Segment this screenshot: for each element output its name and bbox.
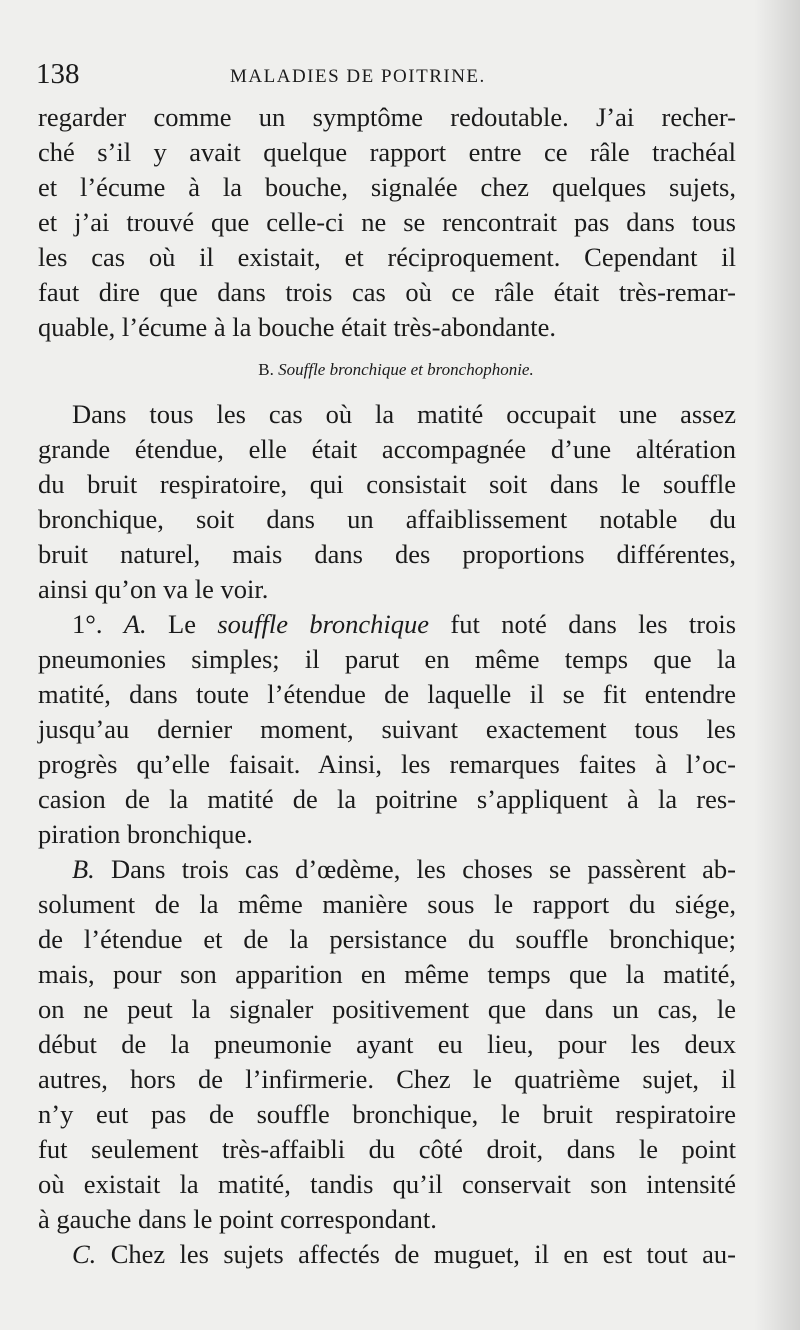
text-line: casion de la matité de la poitrine s’appliquent à la res- (38, 784, 736, 814)
text-line: bruit naturel, mais dans des proportions différentes, (38, 539, 736, 569)
text-line: matité, dans toute l’étendue de laquelle il se fit entendre (38, 679, 736, 709)
section-title: Souffle bronchique et bronchophonie. (278, 360, 534, 379)
text-line: les cas où il existait, et réciproquement. Cependant il (38, 242, 736, 272)
section-heading (38, 357, 736, 383)
text-fragment: Chez les sujets affectés de muguet, il en est tout au- (110, 1239, 736, 1269)
running-title: MALADIES DE POITRINE. (230, 66, 486, 87)
text-line (38, 607, 736, 642)
text-line: de l’étendue et de la persistance du souffle bronchique; (38, 924, 736, 954)
text-line: fut seulement très-affaibli du côté droit, dans le point (38, 1134, 736, 1164)
item-marker: 1°. (72, 609, 103, 639)
text-line: ainsi qu’on va le voir. (38, 574, 269, 604)
italic-term: souffle bronchique (217, 609, 430, 639)
text-line: début de la pneumonie ayant eu lieu, pour les deux (38, 1029, 736, 1059)
text-line: bronchique, soit dans un affaiblissement notable du (38, 504, 736, 534)
text-line: grande étendue, elle était accompagnée d’une altération (38, 434, 736, 464)
text-fragment: Le (168, 609, 196, 639)
item-letter: A. (123, 609, 147, 639)
section-label: B. (258, 360, 274, 379)
paragraph-5 (38, 1237, 736, 1272)
text-line: n’y eut pas de souffle bronchique, le bruit respiratoire (38, 1099, 736, 1129)
text-line: solument de la même manière sous le rapport du siége, (38, 889, 736, 919)
text-line: et j’ai trouvé que celle-ci ne se rencontrait pas dans tous (38, 207, 736, 237)
text-line: piration bronchique. (38, 819, 253, 849)
text-line: Dans tous les cas où la matité occupait une assez (72, 399, 736, 429)
text-fragment: Dans trois cas d’œdème, les choses se passèrent ab- (111, 854, 736, 884)
body-text (38, 100, 736, 1272)
text-line: regarder comme un symptôme redoutable. J’ai recher- (38, 102, 736, 132)
text-line: jusqu’au dernier moment, suivant exactement tous les (38, 714, 736, 744)
running-head (36, 58, 736, 98)
text-line: on ne peut la signaler positivement que dans un cas, le (38, 994, 736, 1024)
text-fragment: fut noté dans les trois (450, 609, 737, 639)
text-line: du bruit respiratoire, qui consistait soit dans le souffle (38, 469, 736, 499)
page-number: 138 (36, 58, 80, 90)
text-line: ché s’il y avait quelque rapport entre ce râle trachéal (38, 137, 736, 167)
text-line (38, 1237, 736, 1272)
paragraph-1 (38, 100, 736, 345)
item-letter: B. (72, 854, 95, 884)
text-line: quable, l’écume à la bouche était très-abondante. (38, 312, 556, 342)
text-line: et l’écume à la bouche, signalée chez quelques sujets, (38, 172, 736, 202)
text-line: progrès qu’elle faisait. Ainsi, les remarques faites à l’oc- (38, 749, 736, 779)
text-line (38, 852, 736, 887)
text-line: faut dire que dans trois cas où ce râle était très-remar- (38, 277, 736, 307)
paragraph-3 (38, 607, 736, 852)
text-line: mais, pour son apparition en même temps que la matité, (38, 959, 736, 989)
text-line: où existait la matité, tandis qu’il conservait son intensité (38, 1169, 736, 1199)
text-line: pneumonies simples; il parut en même temps que la (38, 644, 736, 674)
text-line: à gauche dans le point correspondant. (38, 1204, 437, 1234)
text-line: autres, hors de l’infirmerie. Chez le quatrième sujet, il (38, 1064, 736, 1094)
page-edge-shadow (754, 0, 800, 1330)
paragraph-2 (38, 397, 736, 607)
paragraph-4 (38, 852, 736, 1237)
item-letter: C. (72, 1239, 97, 1269)
